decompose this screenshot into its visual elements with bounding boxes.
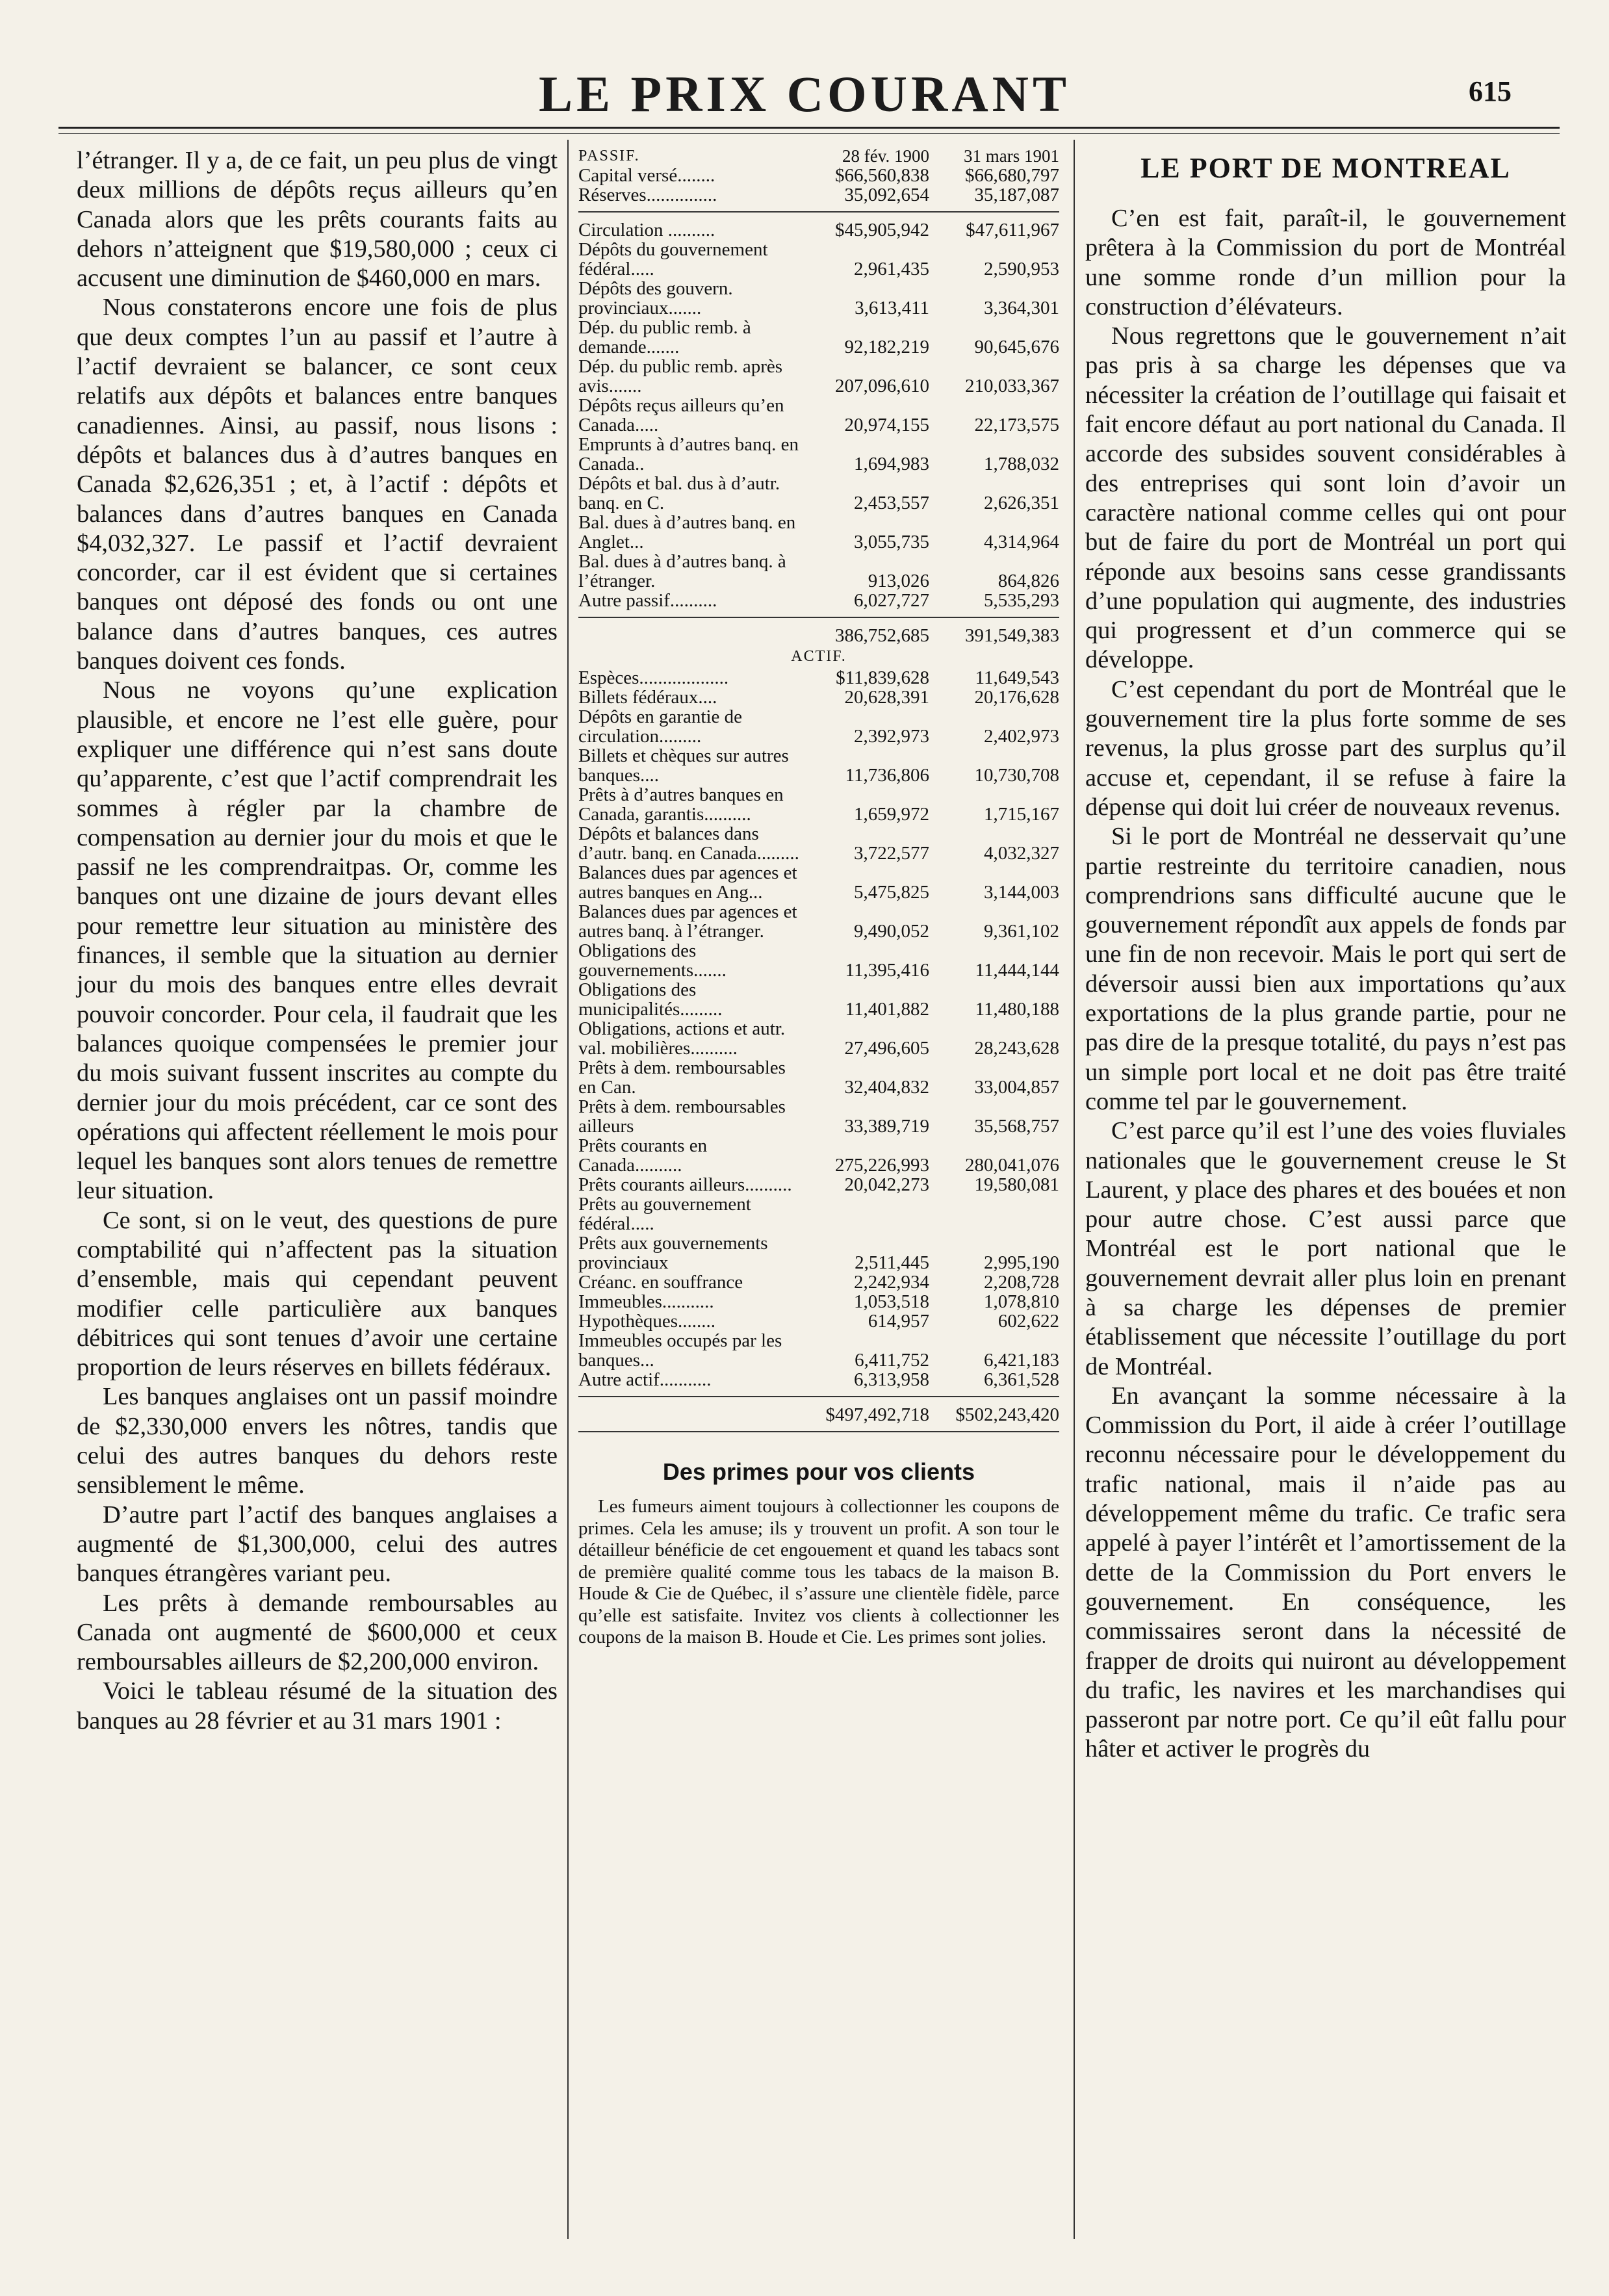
value-1900: 11,736,806 [845,765,929,786]
table-row [578,279,1059,318]
table-row [578,1194,1059,1233]
value-1901: $66,680,797 [965,165,1059,186]
value-1900: 11,401,882 [845,999,929,1020]
value-1900: 32,404,832 [844,1077,929,1098]
row-label: Billets et chèques sur autres banques.... [578,745,789,786]
paragraph: C’est cependant du port de Montréal que le gouvernement tire la plus forte somme de ses revenus, la plus grosse part des surplus qu’il accuse et, cependant, il se refuse à faire la dépense qui doit lui créer de nouveaux revenus. [1085,675,1566,821]
bank-table-passif [578,146,1059,205]
row-label: Dép. du public remb. à demande....... [578,317,751,357]
value-1901: 1,788,032 [984,454,1059,474]
paragraph: Ce sont, si on le veut, des questions de pure comptabilité qui n’affectent pas la situation d’ensemble, mais qui cependant peuvent modifier celle particulière aux banques débitrices qui sont tenues d’avoir une certaine proportion de leurs réserves en billets fédéraux. [77,1206,558,1382]
table-row [578,435,1059,474]
table-row [578,785,1059,824]
value-1900: 6,027,727 [854,590,929,611]
table-row [578,220,1059,240]
row-label: Dépôts et bal. dus à d’autr. banq. en C. [578,473,780,513]
value-1901: 2,402,973 [984,726,1059,747]
table-row [578,1292,1059,1311]
value-1901: 2,995,190 [984,1252,1059,1273]
value-1901: 9,361,102 [984,921,1059,942]
table-row [578,1233,1059,1272]
row-label: Prêts au gouvernement fédéral..... [578,1194,751,1234]
table-row [578,240,1059,279]
table-row [578,863,1059,902]
passif-total-b: 391,549,383 [965,625,1059,646]
value-1900: 92,182,219 [844,337,929,357]
row-label: Emprunts à d’autres banq. en Canada.. [578,434,799,474]
value-1900: 2,453,557 [854,493,929,513]
passif-heading: PASSIF. [578,148,640,164]
value-1900: 11,395,416 [845,960,929,981]
value-1900: 6,313,958 [854,1369,929,1390]
passif-total-a: 386,752,685 [835,625,929,646]
row-label: Prêts à dem. remboursables en Can. [578,1057,786,1098]
actif-heading: ACTIF. [791,648,847,665]
value-1900: 1,659,972 [854,804,929,825]
value-1901: 6,421,183 [984,1350,1059,1371]
paragraph: Nous ne voyons qu’une explication plausible, et encore ne l’est elle guère, pour expliquer une différence qui n’est sans doute qu’apparente, c’est que l’actif comprendrait les sommes à régler par la chambre de compensation au dernier jour du mois et que le passif ne les comprendraitpas. Or, comme les banques ont une dizaine de jours devant elles pour remettre leur situation au ministère des finances, il semble que la situation au dernier jour du mois des banques entre elles devrait pouvoir concorder. Pour cela, il faudrait que les balances quoique compensées le premier jour du mois suivant fussent inscrites au compte du dernier jour du mois précédent, car ce sont des opérations qui affectent réellement le mois pour lequel les banques sont alors tenues de remettre leur situation. [77,677,558,1205]
table-row [578,1311,1059,1331]
row-label: Bal. dues à d’autres banq. en Anglet... [578,512,796,552]
value-1900: 207,096,610 [835,376,929,396]
paragraph: Voici le tableau résumé de la situation des banques au 28 février et au 31 mars 1901 : [77,1677,558,1735]
column-divider-2 [1074,140,1075,2239]
primes-title: Des primes pour vos clients [662,1458,975,1485]
value-1900: 6,411,752 [855,1350,929,1371]
column-divider-1 [567,140,569,2239]
row-label: Prêts à d’autres banques en Canada, garantis.......... [578,784,784,825]
value-1901: 11,444,144 [975,960,1059,981]
column-3 [1085,146,1566,1764]
row-label: Prêts aux gouvernements provinciaux [578,1233,768,1273]
value-1900: 27,496,605 [844,1038,929,1059]
value-1901: 35,568,757 [974,1116,1059,1137]
value-1900: 2,511,445 [855,1252,929,1273]
value-1900: $11,839,628 [836,667,929,688]
table-row [578,902,1059,941]
row-label: Espèces................... [578,667,729,688]
row-label: Immeubles occupés par les banques... [578,1330,782,1371]
paragraph: C’en est fait, paraît-il, le gouvernement prêtera à la Commission du port de Montréal une somme ronde d’un million pour la construction d’élévateurs. [1085,205,1566,320]
table-row [578,688,1059,707]
row-label: Dépôts du gouvernement fédéral..... [578,239,768,279]
value-1900: 614,957 [868,1311,929,1332]
row-label: Autre actif........... [578,1369,712,1390]
bank-table-passif-body [578,220,1059,610]
value-1900: 275,226,993 [835,1155,929,1176]
value-1901: 280,041,076 [965,1155,1059,1176]
paragraph: l’étranger. Il y a, de ce fait, un peu plus de vingt deux millions de dépôts reçus ailleurs qu’en Canada alors que les prêts courants faits au dehors n’atteignent que $19,580,000 ; ceux ci accusent une diminution de $460,000 en mars. [77,147,558,292]
actif-total-b: $502,243,420 [955,1404,1059,1425]
value-1901: 11,480,188 [975,999,1059,1020]
row-label: Prêts courants en Canada.......... [578,1135,708,1176]
table-row [578,746,1059,785]
row-label: Bal. dues à d’autres banq. à l’étranger. [578,551,786,591]
value-1900: 1,053,518 [854,1291,929,1312]
row-label: Capital versé........ [578,165,715,186]
row-label: Prêts courants ailleurs.......... [578,1174,792,1195]
value-1901: 2,208,728 [984,1272,1059,1293]
table-row [578,1272,1059,1292]
table-rule [578,1396,1059,1397]
paragraph: D’autre part l’actif des banques anglaises a augmenté de $1,300,000, celui des autres banques étrangères variant peu. [77,1501,558,1588]
value-1900: 3,055,735 [854,532,929,552]
table-row [578,707,1059,746]
value-1901: 1,078,810 [984,1291,1059,1312]
table-rule [578,617,1059,618]
column-header-b: 31 mars 1901 [964,146,1059,166]
value-1901: 3,364,301 [984,298,1059,318]
primes-text: Les fumeurs aiment toujours à collectionner les coupons de primes. Cela les amuse; ils y trouvent un profit. A son tour le détailleur bénéficie de cet engouement et quand les tabacs sont de première qualité comme tous les tabacs de la maison B. Houde & Cie de Québec, il s’assure une clientèle fidèle, parce qu’elle est satisfaite. Invitez vos clients à collectionner les coupons de la maison B. Houde et Cie. Les primes sont jolies. [578,1496,1059,1647]
value-1900: 913,026 [868,571,929,591]
table-row [578,185,1059,205]
value-1900: 20,042,273 [844,1174,929,1195]
value-1900: 2,242,934 [854,1272,929,1293]
value-1900: 20,974,155 [844,415,929,435]
table-rule [578,211,1059,213]
value-1900: 2,961,435 [854,259,929,279]
column-header-a: 28 fév. 1900 [842,146,929,166]
value-1901: 19,580,081 [974,1174,1059,1195]
value-1901: 1,715,167 [984,804,1059,825]
bank-table-actif [578,668,1059,1389]
row-label: Obligations des municipalités......... [578,979,723,1020]
value-1901: 20,176,628 [974,687,1059,708]
value-1901: 3,144,003 [984,882,1059,903]
table-row [578,474,1059,513]
actif-total-a: $497,492,718 [825,1404,929,1425]
row-label: Balances dues par agences et autres banques en Ang... [578,862,797,903]
value-1901: 10,730,708 [974,765,1059,786]
table-row [578,980,1059,1019]
value-1900: 20,628,391 [844,687,929,708]
value-1900: 9,490,052 [854,921,929,942]
table-row [578,941,1059,980]
value-1901: 33,004,857 [974,1077,1059,1098]
row-label: Balances dues par agences et autres banq. à l’étranger. [578,901,797,942]
value-1900: 1,694,983 [854,454,929,474]
value-1900: $45,905,942 [835,220,929,240]
table-row [578,1097,1059,1136]
value-1900: 3,722,577 [854,843,929,864]
table-row [578,357,1059,396]
value-1901: 4,032,327 [984,843,1059,864]
value-1901: 90,645,676 [974,337,1059,357]
row-label: Immeubles........... [578,1291,714,1312]
value-1901: 28,243,628 [974,1038,1059,1059]
value-1900: 2,392,973 [854,726,929,747]
table-row [578,166,1059,185]
row-label: Prêts à dem. remboursables ailleurs [578,1096,786,1137]
row-label: Dépôts des gouvern. provinciaux....... [578,278,733,318]
row-label: Dépôts reçus ailleurs qu’en Canada..... [578,395,784,435]
paragraph: Si le port de Montréal ne desservait qu’une partie restreinte du territoire canadien, nous comprendrions sans difficulté aucune que le gouvernement répondît aux appels de fonds par une fin de non recevoir. Mais le port qui sert de déversoir aussi bien aux importations qu’aux exportations de la plus grande partie, pour ne pas dire de la presque totalité, du pays n’est pas un simple port local et ne doit pas être traité comme tel par le gouvernement. [1085,823,1566,1115]
value-1901 [929,1194,1059,1233]
actif-total [578,1405,1059,1425]
value-1901: 602,622 [998,1311,1059,1332]
column-1 [77,146,558,1736]
table-row [578,396,1059,435]
value-1901: 4,314,964 [984,532,1059,552]
table-row [578,552,1059,591]
value-1900: 35,092,654 [844,185,929,205]
paragraph: Les prêts à demande remboursables au Canada ont augmenté de $600,000 et ceux remboursables ailleurs de $2,200,000 environ. [77,1589,558,1676]
table-row [578,318,1059,357]
value-1900 [799,1194,929,1233]
value-1901: 35,187,087 [974,185,1059,205]
page-number: 615 [1469,75,1512,107]
row-label: Obligations des gouvernements....... [578,940,727,981]
value-1900: 3,613,411 [855,298,929,318]
value-1901: 22,173,575 [974,415,1059,435]
row-label: Autre passif.......... [578,590,717,611]
row-label: Créanc. en souffrance [578,1272,743,1293]
value-1901: 864,826 [998,571,1059,591]
value-1901: 2,590,953 [984,259,1059,279]
table-rule [578,1431,1059,1432]
masthead: LE PRIX COURANT [538,66,1071,122]
paragraph: Nous regrettons que le gouvernement n’ait pas pris à sa charge les dépenses que va nécessiter la création de l’outillage qui faisait et fait encore défaut au port national du Canada. Il accorde des subsides souvent considérables à des entreprises qui sont loin d’avoir un caractère national comme celles qui ont pour but de faire du port de Montréal un port qui réponde aux besoins sans cesse grandissants d’une population qui augmente, des industries qui progressent et d’un commerce qui se développe. [1085,322,1566,674]
table-row [578,1058,1059,1097]
row-label: Obligations, actions et autr. val. mobilières.......... [578,1018,786,1059]
row-label: Dépôts en garantie de circulation......... [578,706,743,747]
table-row [578,1175,1059,1194]
row-label: Billets fédéraux.... [578,687,717,708]
paragraph: Les banques anglaises ont un passif moindre de $2,330,000 envers les nôtres, tandis que celui des autres banques du dehors reste sensiblement le même. [77,1383,558,1499]
value-1901: 5,535,293 [984,590,1059,611]
table-row [578,513,1059,552]
article-title: LE PORT DE MONTREAL [1140,152,1511,184]
table-row [578,824,1059,863]
value-1901: 210,033,367 [965,376,1059,396]
value-1900: 33,389,719 [844,1116,929,1137]
row-label: Dépôts et balances dans d’autr. banq. en Canada......... [578,823,799,864]
passif-total [578,626,1059,645]
value-1901: 6,361,528 [984,1369,1059,1390]
table-row [578,1370,1059,1389]
table-row [578,1136,1059,1175]
paragraph: En avançant la somme nécessaire à la Commission du Port, il aide à créer l’outillage reconnu nécessaire pour le développement du trafic national, mais il n’aide pas au développement même du trafic. Ce trafic sera appelé à payer l’intérêt et l’amortissement de la dette de la Commission du Port envers le gouvernement. En conséquence, les commissaires seront dans la nécessité de frapper de droits qui nuiront au développement du trafic, les navires et les marchandises qui passeront par notre port. Ce qu’il eût fallu pour hâter et activer le progrès du [1085,1382,1566,1763]
value-1900: 5,475,825 [854,882,929,903]
value-1901: 2,626,351 [984,493,1059,513]
value-1901: $47,611,967 [966,220,1059,240]
table-row [578,1019,1059,1058]
row-label: Hypothèques........ [578,1311,716,1332]
value-1900: $66,560,838 [835,165,929,186]
row-label: Dép. du public remb. après avis....... [578,356,783,396]
row-label: Réserves............... [578,185,717,205]
column-2 [578,146,1059,1649]
table-row [578,591,1059,610]
paragraph: Nous constaterons encore une fois de plus que deux comptes l’un au passif et l’autre à l’actif devraient se balancer, ce sont ceux relatifs aux dépôts et balances entre banques canadiennes. Ainsi, au passif, nous lisons : dépôts et balances dus à d’autres banques en Canada $2,626,351 ; et, à l’actif : dépôts et balances dans d’autres banques en Canada $4,032,327. Le passif et l’actif devraient concorder, car il est évident que si certaines banques ont déposé des fonds ou ont une balance dans d’autres banques, ces autres banques doivent ces fonds. [77,294,558,675]
value-1901: 11,649,543 [975,667,1059,688]
table-row [578,1331,1059,1370]
paragraph: C’est parce qu’il est l’une des voies fluviales nationales que le gouvernement creuse le St Laurent, y place des phares et des bouées et non pour autre chose. C’est aussi parce que Montréal est le port national que le gouvernement devrait aller plus loin en prenant à sa charge les dépenses de premier établissement que nécessite l’outillage du port de Montréal. [1085,1117,1566,1380]
row-label: Circulation .......... [578,220,715,240]
header-rule [58,127,1560,129]
table-row [578,668,1059,688]
header-rule-thin [58,133,1560,134]
